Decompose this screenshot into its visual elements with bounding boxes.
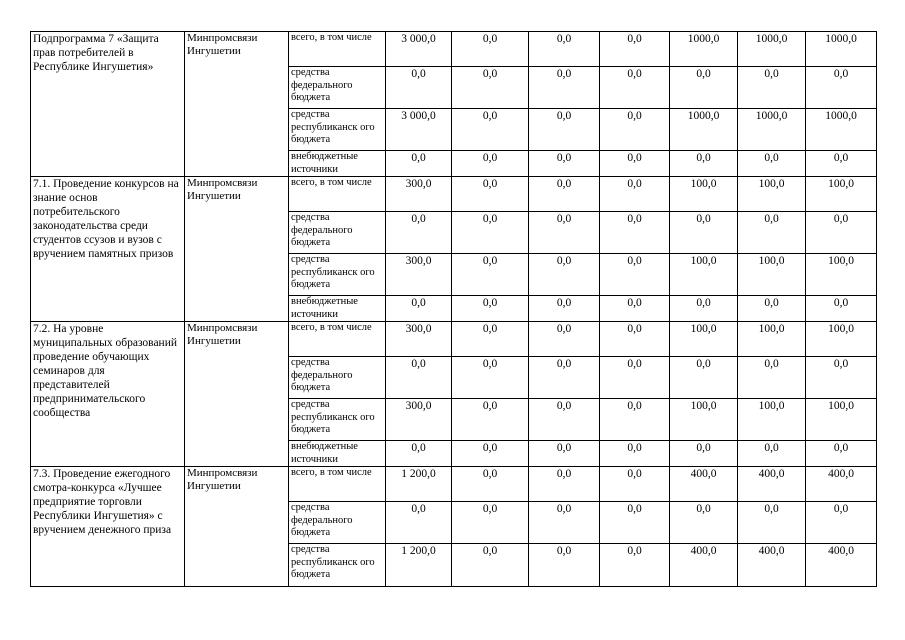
amount-value: 3 000,0: [401, 110, 436, 122]
funding-source-cell: всего, в том числе: [289, 32, 386, 67]
amount-cell: [386, 254, 452, 296]
amount-value: 0,0: [482, 33, 498, 45]
amount-cell: [452, 212, 529, 254]
program-name-cell: 7.1. Проведение конкурсов на знание основ потребительского законодательства среди студентов ссузов и вузов с вручением памятных призов: [31, 177, 185, 322]
amount-cell: [452, 109, 529, 151]
amount-value: 0,0: [764, 152, 779, 164]
amount-value: 0,0: [556, 323, 572, 335]
amount-cell: [452, 32, 529, 67]
amount-cell: [806, 67, 877, 109]
executor-cell: Минпромсвязи Ингушетии: [185, 467, 289, 587]
budget-table: [30, 31, 877, 587]
amount-value: 0,0: [556, 178, 572, 190]
amount-cell: [738, 67, 806, 109]
amount-cell: [386, 151, 452, 177]
amount-value: 1000,0: [825, 110, 857, 122]
amount-cell: [738, 399, 806, 441]
amount-value: 0,0: [833, 213, 849, 225]
amount-value: 0,0: [482, 323, 498, 335]
amount-cell: [806, 212, 877, 254]
amount-value: 400,0: [758, 468, 785, 480]
amount-cell: [600, 32, 670, 67]
amount-cell: [529, 357, 600, 399]
amount-value: 0,0: [627, 152, 642, 164]
amount-value: 0,0: [627, 503, 642, 515]
amount-value: 0,0: [411, 68, 426, 80]
amount-cell: [670, 502, 738, 544]
amount-value: 1000,0: [755, 110, 788, 122]
amount-cell: [529, 254, 600, 296]
amount-cell: [452, 357, 529, 399]
amount-value: 100,0: [828, 400, 854, 412]
amount-cell: [600, 296, 670, 322]
amount-value: 0,0: [833, 152, 849, 164]
amount-cell: [386, 212, 452, 254]
amount-cell: [670, 544, 738, 587]
amount-value: 0,0: [627, 442, 642, 454]
amount-cell: [529, 67, 600, 109]
amount-value: 0,0: [627, 545, 642, 557]
funding-source-cell: средства федерального бюджета: [289, 502, 386, 544]
amount-cell: [670, 151, 738, 177]
amount-cell: [529, 212, 600, 254]
amount-value: 0,0: [627, 33, 642, 45]
executor-cell: Минпромсвязи Ингушетии: [185, 322, 289, 467]
amount-value: 100,0: [828, 323, 854, 335]
amount-value: 0,0: [696, 152, 711, 164]
amount-cell: [600, 109, 670, 151]
amount-value: 400,0: [690, 545, 717, 557]
amount-value: 0,0: [411, 213, 426, 225]
amount-cell: [452, 254, 529, 296]
amount-value: 0,0: [482, 297, 498, 309]
amount-value: 0,0: [627, 110, 642, 122]
amount-cell: [806, 441, 877, 467]
amount-value: 0,0: [411, 152, 426, 164]
amount-value: 0,0: [482, 545, 498, 557]
amount-cell: [600, 357, 670, 399]
amount-value: 0,0: [627, 468, 642, 480]
amount-cell: [386, 67, 452, 109]
amount-cell: [806, 322, 877, 357]
amount-cell: [670, 254, 738, 296]
amount-value: 400,0: [828, 545, 854, 557]
amount-value: 0,0: [696, 213, 711, 225]
amount-cell: [738, 502, 806, 544]
amount-cell: [670, 357, 738, 399]
amount-value: 100,0: [828, 255, 854, 267]
amount-cell: [600, 467, 670, 502]
amount-cell: [386, 32, 452, 67]
amount-value: 0,0: [411, 297, 426, 309]
amount-value: 400,0: [828, 468, 854, 480]
amount-cell: [806, 357, 877, 399]
amount-value: 400,0: [690, 468, 717, 480]
amount-value: 0,0: [833, 503, 849, 515]
amount-value: 3 000,0: [401, 33, 436, 45]
amount-cell: [670, 32, 738, 67]
amount-cell: [806, 399, 877, 441]
amount-value: 0,0: [764, 442, 779, 454]
amount-cell: [670, 109, 738, 151]
amount-value: 0,0: [556, 468, 572, 480]
amount-value: 1000,0: [687, 110, 720, 122]
amount-value: 0,0: [627, 213, 642, 225]
amount-cell: [738, 151, 806, 177]
funding-source-cell: всего, в том числе: [289, 322, 386, 357]
amount-cell: [452, 322, 529, 357]
amount-cell: [738, 544, 806, 587]
amount-value: 100,0: [690, 178, 717, 190]
funding-source-cell: всего, в том числе: [289, 177, 386, 212]
amount-cell: [738, 467, 806, 502]
amount-cell: [600, 544, 670, 587]
table-row: [31, 177, 877, 212]
amount-cell: [738, 296, 806, 322]
amount-cell: [600, 151, 670, 177]
amount-cell: [529, 399, 600, 441]
funding-source-cell: средства республиканск ого бюджета: [289, 254, 386, 296]
amount-value: 0,0: [764, 358, 779, 370]
amount-cell: [529, 109, 600, 151]
amount-cell: [386, 441, 452, 467]
program-name-cell: 7.2. На уровне муниципальных образований проведение обучающих семинаров для представителей предпринимательского сообщества: [31, 322, 185, 467]
executor-cell: Минпромсвязи Ингушетии: [185, 32, 289, 177]
amount-value: 0,0: [556, 68, 572, 80]
amount-cell: [738, 109, 806, 151]
program-name-cell: 7.3. Проведение ежегодного смотра-конкурса «Лучшее предприятие торговли Республики Ингушетия» с вручением денежного приза: [31, 467, 185, 587]
amount-value: 0,0: [482, 358, 498, 370]
amount-cell: [600, 441, 670, 467]
amount-cell: [600, 254, 670, 296]
amount-cell: [600, 212, 670, 254]
amount-cell: [386, 502, 452, 544]
program-name-cell: Подпрограмма 7 «Защита прав потребителей в Республике Ингушетия»: [31, 32, 185, 177]
amount-cell: [738, 441, 806, 467]
amount-value: 0,0: [556, 358, 572, 370]
amount-value: 0,0: [627, 358, 642, 370]
amount-value: 0,0: [556, 152, 572, 164]
amount-value: 1 200,0: [401, 468, 436, 480]
amount-cell: [452, 151, 529, 177]
amount-value: 0,0: [482, 503, 498, 515]
amount-cell: [529, 544, 600, 587]
amount-value: 0,0: [556, 255, 572, 267]
amount-value: 0,0: [482, 110, 498, 122]
amount-cell: [806, 544, 877, 587]
amount-value: 0,0: [833, 442, 849, 454]
amount-value: 0,0: [696, 442, 711, 454]
amount-value: 1000,0: [755, 33, 788, 45]
amount-value: 0,0: [833, 68, 849, 80]
funding-source-cell: средства федерального бюджета: [289, 357, 386, 399]
amount-value: 100,0: [758, 178, 785, 190]
amount-value: 0,0: [764, 213, 779, 225]
amount-cell: [738, 322, 806, 357]
amount-value: 1000,0: [687, 33, 720, 45]
amount-value: 100,0: [690, 323, 717, 335]
amount-cell: [386, 296, 452, 322]
amount-cell: [670, 67, 738, 109]
amount-cell: [670, 177, 738, 212]
amount-cell: [452, 399, 529, 441]
amount-value: 0,0: [411, 358, 426, 370]
amount-value: 0,0: [627, 297, 642, 309]
amount-value: 0,0: [482, 213, 498, 225]
amount-cell: [386, 399, 452, 441]
amount-cell: [806, 296, 877, 322]
amount-value: 0,0: [627, 323, 642, 335]
amount-value: 300,0: [405, 400, 432, 412]
amount-value: 0,0: [627, 400, 642, 412]
amount-cell: [600, 502, 670, 544]
amount-value: 0,0: [556, 33, 572, 45]
amount-cell: [529, 441, 600, 467]
amount-value: 100,0: [828, 178, 854, 190]
amount-cell: [529, 467, 600, 502]
amount-value: 300,0: [405, 255, 432, 267]
amount-cell: [670, 212, 738, 254]
funding-source-cell: средства республиканск ого бюджета: [289, 109, 386, 151]
amount-value: 0,0: [482, 468, 498, 480]
amount-value: 0,0: [411, 442, 426, 454]
amount-cell: [452, 441, 529, 467]
funding-source-cell: внебюджетные источники: [289, 441, 386, 467]
amount-cell: [806, 502, 877, 544]
amount-value: 1000,0: [825, 33, 857, 45]
funding-source-cell: всего, в том числе: [289, 467, 386, 502]
amount-cell: [670, 399, 738, 441]
amount-cell: [529, 322, 600, 357]
amount-value: 100,0: [690, 400, 717, 412]
amount-value: 100,0: [758, 323, 785, 335]
amount-value: 300,0: [405, 323, 432, 335]
amount-cell: [806, 151, 877, 177]
amount-value: 0,0: [482, 442, 498, 454]
table-row: [31, 32, 877, 67]
amount-value: 0,0: [556, 545, 572, 557]
amount-cell: [806, 177, 877, 212]
amount-cell: [738, 254, 806, 296]
amount-cell: [529, 151, 600, 177]
amount-cell: [529, 177, 600, 212]
amount-cell: [386, 177, 452, 212]
table-body: [31, 32, 877, 587]
funding-source-cell: средства республиканск ого бюджета: [289, 544, 386, 587]
amount-cell: [670, 296, 738, 322]
amount-cell: [529, 32, 600, 67]
amount-value: 0,0: [482, 68, 498, 80]
amount-cell: [600, 177, 670, 212]
amount-value: 0,0: [411, 503, 426, 515]
amount-value: 0,0: [627, 68, 642, 80]
table-row: [31, 322, 877, 357]
amount-cell: [806, 109, 877, 151]
amount-cell: [386, 322, 452, 357]
amount-value: 0,0: [696, 297, 711, 309]
amount-value: 1 200,0: [401, 545, 436, 557]
table-row: [31, 467, 877, 502]
funding-source-cell: средства республиканск ого бюджета: [289, 399, 386, 441]
funding-source-cell: внебюджетные источники: [289, 296, 386, 322]
amount-value: 400,0: [758, 545, 785, 557]
amount-cell: [738, 357, 806, 399]
amount-cell: [600, 399, 670, 441]
amount-value: 0,0: [696, 503, 711, 515]
amount-cell: [452, 67, 529, 109]
amount-cell: [806, 32, 877, 67]
amount-cell: [806, 467, 877, 502]
amount-cell: [806, 254, 877, 296]
amount-cell: [670, 322, 738, 357]
amount-value: 0,0: [764, 68, 779, 80]
amount-value: 100,0: [758, 400, 785, 412]
amount-value: 0,0: [627, 178, 642, 190]
amount-value: 0,0: [556, 400, 572, 412]
amount-value: 0,0: [482, 178, 498, 190]
amount-cell: [386, 544, 452, 587]
funding-source-cell: средства федерального бюджета: [289, 67, 386, 109]
amount-value: 100,0: [758, 255, 785, 267]
amount-cell: [529, 296, 600, 322]
amount-cell: [386, 467, 452, 502]
amount-cell: [529, 502, 600, 544]
amount-value: 0,0: [482, 255, 498, 267]
amount-value: 0,0: [556, 503, 572, 515]
amount-value: 0,0: [833, 358, 849, 370]
amount-cell: [386, 357, 452, 399]
amount-cell: [600, 322, 670, 357]
amount-cell: [670, 467, 738, 502]
amount-cell: [452, 502, 529, 544]
amount-cell: [452, 544, 529, 587]
amount-value: 0,0: [627, 255, 642, 267]
amount-cell: [738, 177, 806, 212]
amount-cell: [738, 32, 806, 67]
amount-value: 300,0: [405, 178, 432, 190]
amount-value: 0,0: [556, 213, 572, 225]
amount-value: 0,0: [764, 503, 779, 515]
amount-cell: [452, 467, 529, 502]
amount-value: 0,0: [556, 297, 572, 309]
amount-value: 0,0: [833, 297, 849, 309]
amount-value: 0,0: [696, 358, 711, 370]
funding-source-cell: средства федерального бюджета: [289, 212, 386, 254]
amount-value: 0,0: [482, 152, 498, 164]
amount-cell: [452, 177, 529, 212]
amount-cell: [386, 109, 452, 151]
amount-cell: [600, 67, 670, 109]
executor-cell: Минпромсвязи Ингушетии: [185, 177, 289, 322]
amount-cell: [670, 441, 738, 467]
funding-source-cell: внебюджетные источники: [289, 151, 386, 177]
amount-value: 0,0: [556, 442, 572, 454]
amount-value: 0,0: [482, 400, 498, 412]
amount-value: 100,0: [690, 255, 717, 267]
amount-value: 0,0: [556, 110, 572, 122]
amount-cell: [738, 212, 806, 254]
amount-value: 0,0: [696, 68, 711, 80]
amount-cell: [452, 296, 529, 322]
amount-value: 0,0: [764, 297, 779, 309]
